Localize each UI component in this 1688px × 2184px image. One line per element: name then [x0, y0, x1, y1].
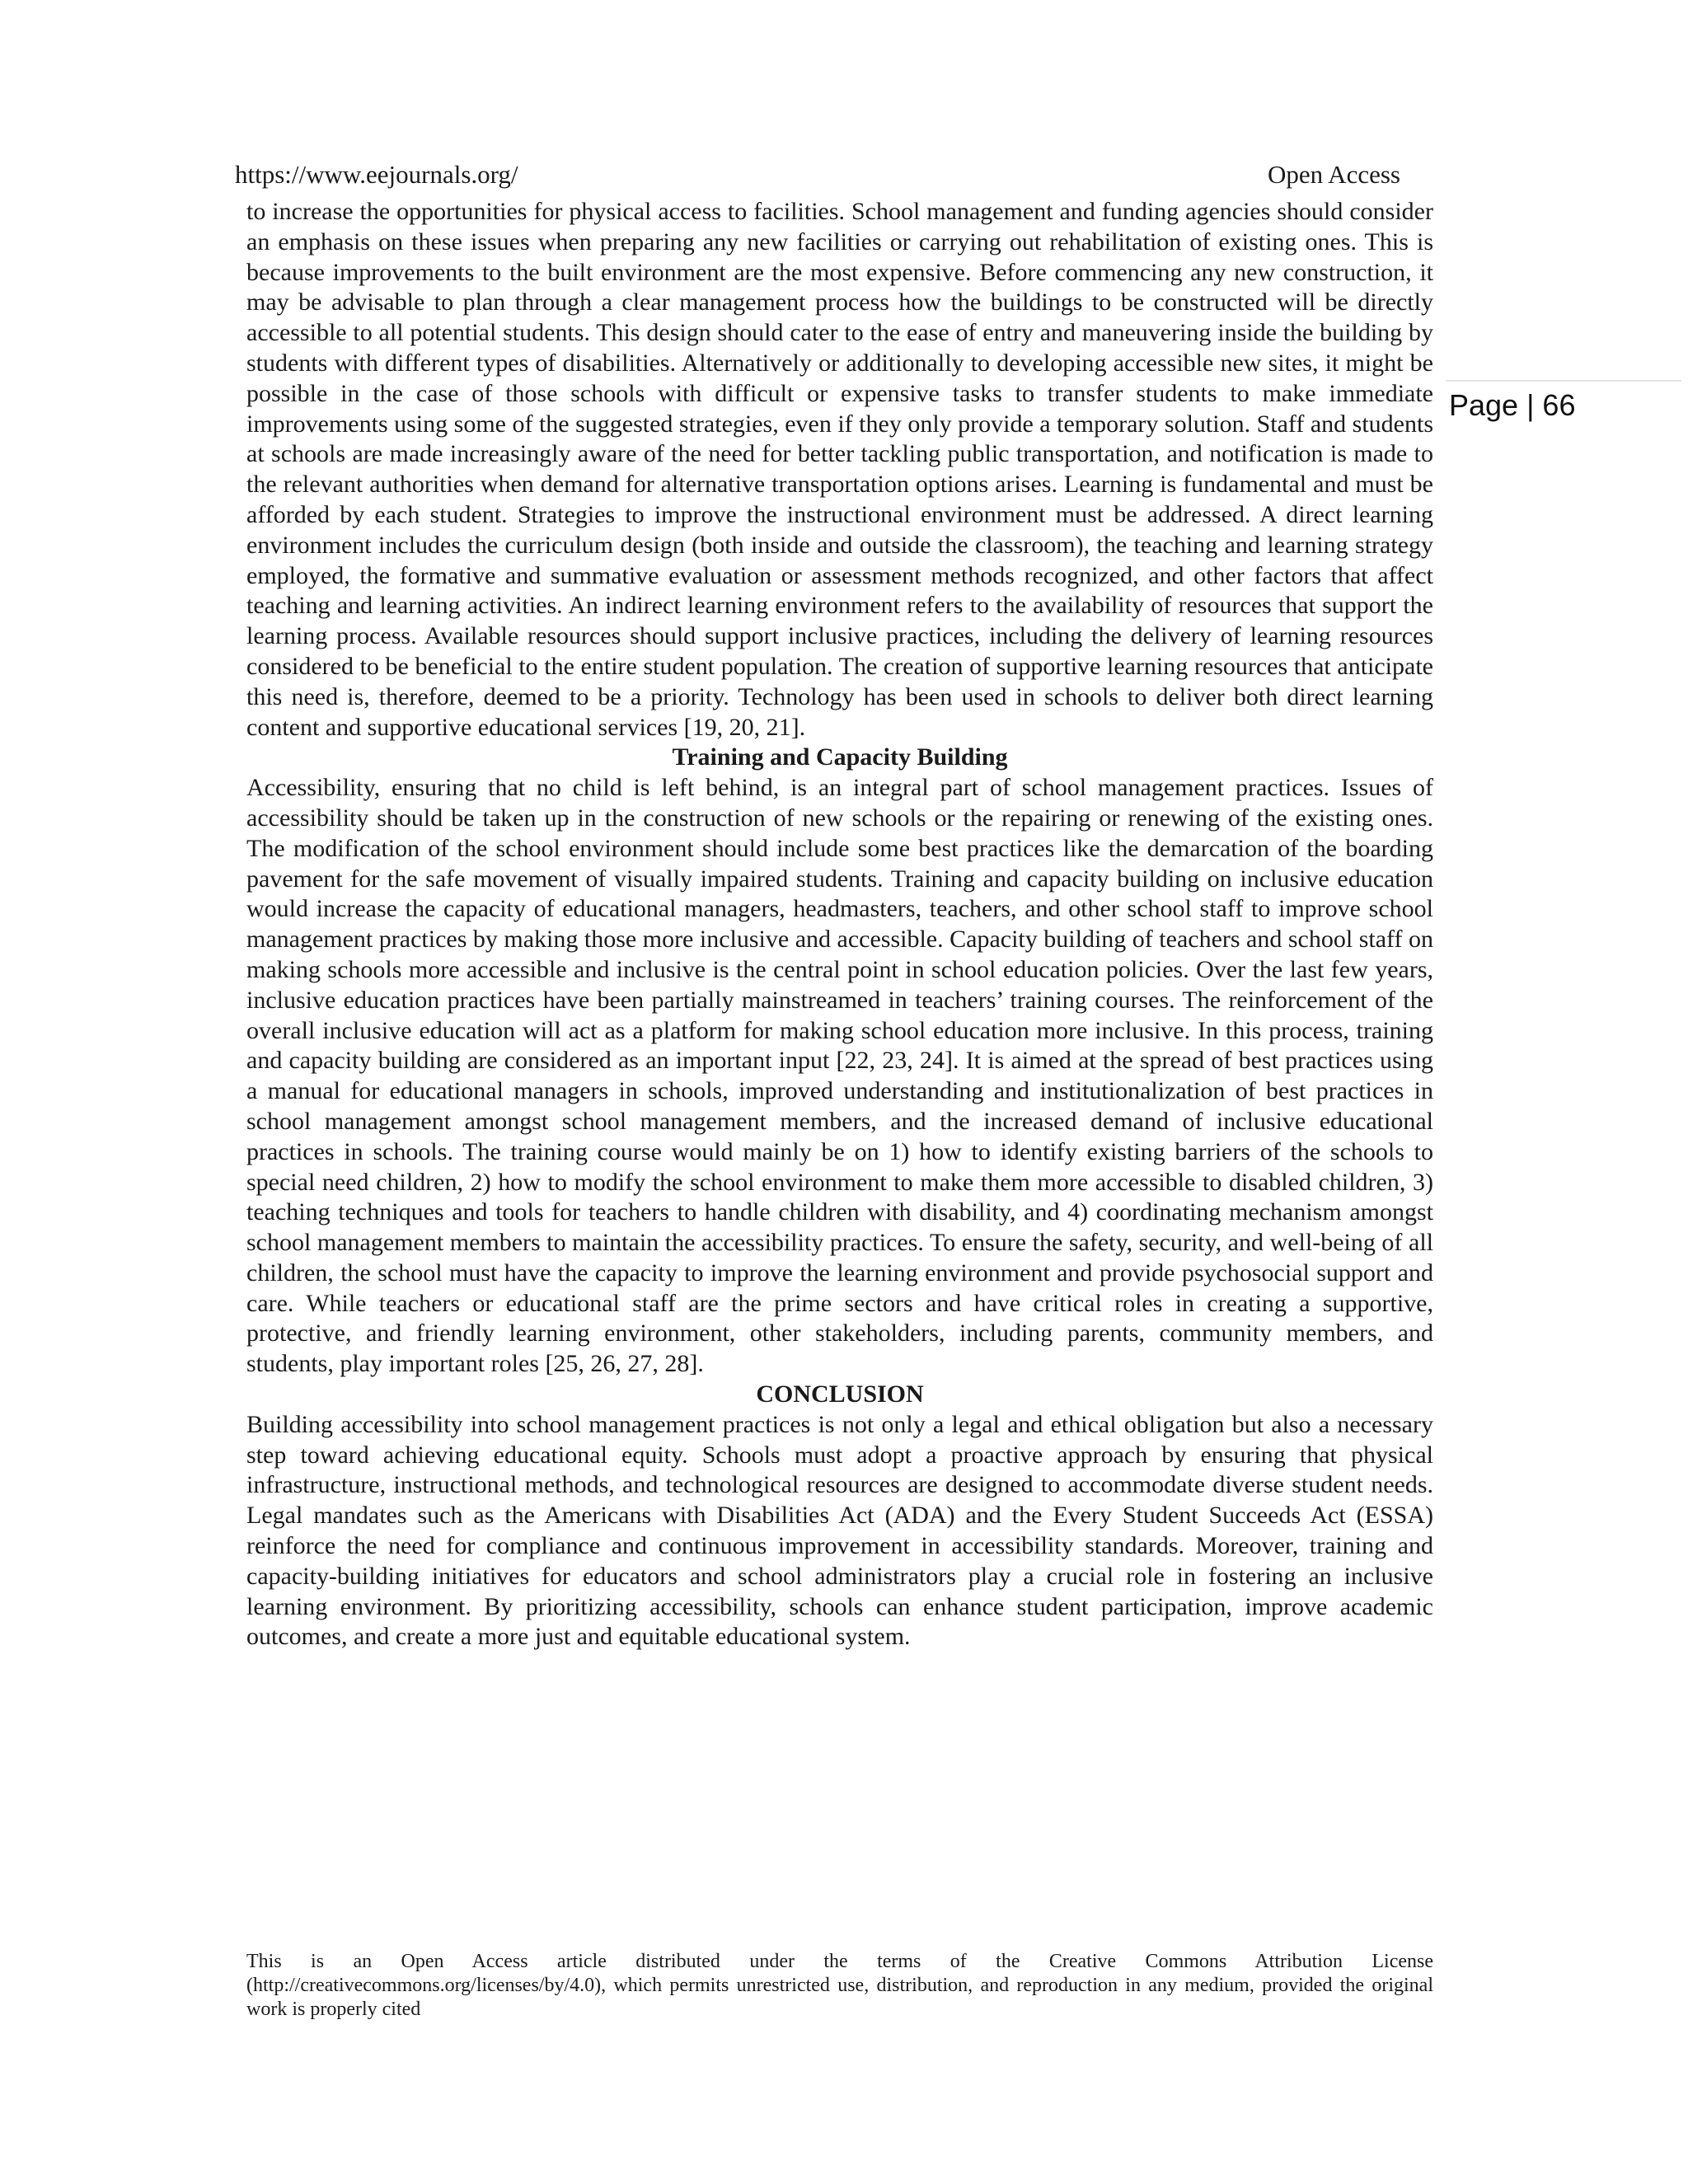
article-body [246, 197, 1433, 1652]
license-text: This is an Open Access article distributed under the terms of the Creative Commons Attribution License (http://creativecommons.org/licenses/by/4.0), which permits unrestricted use, distribution, and reproduction in any medium, provided the original work is properly cited [246, 1951, 1433, 2020]
license-footer [246, 1950, 1433, 2022]
body-paragraph: Accessibility, ensuring that no child is left behind, is an integral part of school management practices. Issues of accessibility should be taken up in the construction of new schools or the repairing or renewing of the existing ones. The modification of the school environment should include some best practices like the demarcation of the boarding pavement for the safe movement of visually impaired students. Training and capacity building on inclusive education would increase the capacity of educational managers, headmasters, teachers, and other school staff to improve school management practices by making those more inclusive and accessible. Capacity building of teachers and school staff on making schools more accessible and inclusive is the central point in school education policies. Over the last few years, inclusive education practices have been partially mainstreamed in teachers’ training courses. The reinforcement of the overall inclusive education will act as a platform for making school education more inclusive. In this process, training and capacity building are considered as an important input [22, 23, 24]. It is aimed at the spread of best practices using a manual for educational managers in schools, improved understanding and institutionalization of best practices in school management amongst school management members, and the increased demand of inclusive educational practices in schools. The training course would mainly be on 1) how to identify existing barriers of the schools to special need children, 2) how to modify the school environment to make them more accessible to disabled children, 3) teaching techniques and tools for teachers to handle children with disability, and 4) coordinating mechanism amongst school management members to maintain the accessibility practices. To ensure the safety, security, and well-being of all children, the school must have the capacity to improve the learning environment and provide psychosocial support and care. While teachers or educational staff are the prime sectors and have critical roles in creating a supportive, protective, and friendly learning environment, other stakeholders, including parents, community members, and students, play important roles [25, 26, 27, 28]. [246, 774, 1433, 1378]
section-heading-conclusion: CONCLUSION [756, 1380, 924, 1408]
journal-url: https://www.eejournals.org/ [235, 160, 518, 189]
page-number-divider [1446, 380, 1681, 382]
body-paragraph: Building accessibility into school management practices is not only a legal and ethical obligation but also a necessary step toward achieving educational equity. Schools must adopt a proactive approach by ensuring that physical infrastructure, instructional methods, and technological resources are designed to accommodate diverse student needs. Legal mandates such as the Americans with Disabilities Act (ADA) and the Every Student Succeeds Act (ESSA) reinforce the need for compliance and continuous improvement in accessibility standards. Moreover, training and capacity-building initiatives for educators and school administrators play a crucial role in fostering an inclusive learning environment. By prioritizing accessibility, schools can enhance student participation, improve academic outcomes, and create a more just and equitable educational system. [246, 1410, 1433, 1651]
open-access-label: Open Access [1268, 160, 1400, 189]
body-paragraph: to increase the opportunities for physical access to facilities. School management and funding agencies should consider an emphasis on these issues when preparing any new facilities or carrying out rehabilitation of existing ones. This is because improvements to the built environment are the most expensive. Before commencing any new construction, it may be advisable to plan through a clear management process how the buildings to be constructed will be directly accessible to all potential students. This design should cater to the ease of entry and maneuvering inside the building by students with different types of disabilities. Alternatively or additionally to developing accessible new sites, it might be possible in the case of those schools with difficult or expensive tasks to transfer students to make immediate improvements using some of the suggested strategies, even if they only provide a temporary solution. Staff and students at schools are made increasingly aware of the need for better tackling public transportation, and notification is made to the relevant authorities when demand for alternative transportation options arises. Learning is fundamental and must be afforded by each student. Strategies to improve the instructional environment must be addressed. A direct learning environment includes the curriculum design (both inside and outside the classroom), the teaching and learning strategy employed, the formative and summative evaluation or assessment methods recognized, and other factors that affect teaching and learning activities. An indirect learning environment refers to the availability of resources that support the learning process. Available resources should support inclusive practices, including the delivery of learning resources considered to be beneficial to the entire student population. The creation of supportive learning resources that anticipate this need is, therefore, deemed to be a priority. Technology has been used in schools to deliver both direct learning content and supportive educational services [19, 20, 21]. [246, 198, 1433, 741]
page-number: Page | 66 [1449, 388, 1576, 422]
section-heading-training: Training and Capacity Building [672, 743, 1008, 771]
